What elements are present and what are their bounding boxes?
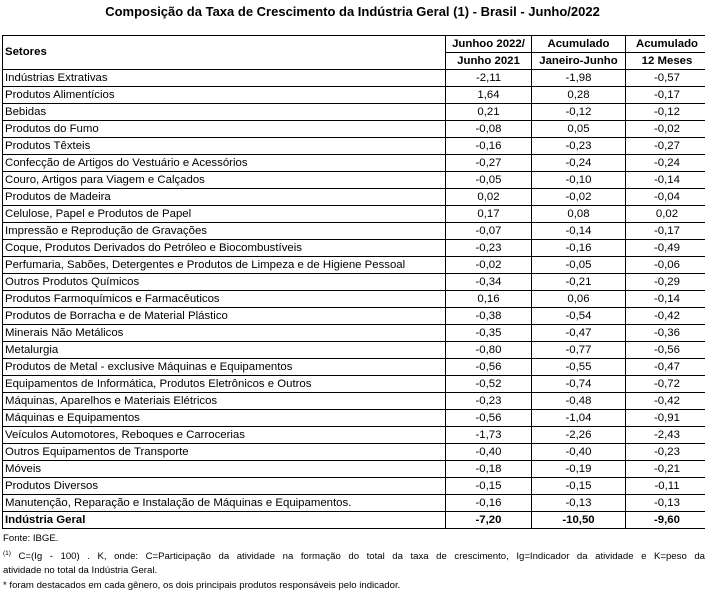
source-note: Fonte: IBGE. — [3, 532, 705, 547]
sector-cell: Veículos Automotores, Reboques e Carrocerias — [3, 427, 446, 444]
sector-cell: Produtos Têxteis — [3, 138, 446, 155]
ytd-cell: -0,77 — [532, 342, 626, 359]
sector-cell: Outros Equipamentos de Transporte — [3, 444, 446, 461]
sector-cell: Perfumaria, Sabões, Detergentes e Produtos de Limpeza e de Higiene Pessoal — [3, 257, 446, 274]
table-row — [3, 359, 705, 376]
june-yoy-cell: -0,23 — [446, 240, 532, 257]
june-yoy-cell: -0,38 — [446, 308, 532, 325]
table-title: Composição da Taxa de Crescimento da Indústria Geral (1) - Brasil - Junho/2022 — [0, 3, 705, 20]
ytd-cell: -0,74 — [532, 376, 626, 393]
ytd-cell: -1,98 — [532, 70, 626, 87]
note-1-marker: (1) — [3, 550, 11, 557]
sector-cell: Máquinas e Equipamentos — [3, 410, 446, 427]
sector-cell: Manutenção, Reparação e Instalação de Máquinas e Equipamentos. — [3, 495, 446, 512]
twelve-month-cell: -0,11 — [626, 478, 705, 495]
june-yoy-cell: -2,11 — [446, 70, 532, 87]
ytd-cell: -0,40 — [532, 444, 626, 461]
ytd-cell: -0,19 — [532, 461, 626, 478]
twelve-month-cell: -9,60 — [626, 512, 705, 529]
june-yoy-cell: -0,35 — [446, 325, 532, 342]
header-12m-line2: 12 Meses — [626, 53, 705, 70]
table-row — [3, 121, 705, 138]
ytd-cell: -0,21 — [532, 274, 626, 291]
sector-cell: Produtos do Fumo — [3, 121, 446, 138]
header-june-line1: Junhoo 2022/ — [446, 36, 532, 53]
header-12m-line1: Acumulado — [626, 36, 705, 53]
table-row — [3, 240, 705, 257]
table-row — [3, 70, 705, 87]
june-yoy-cell: -0,27 — [446, 155, 532, 172]
twelve-month-cell: -0,57 — [626, 70, 705, 87]
ytd-cell: -1,04 — [532, 410, 626, 427]
table-row — [3, 342, 705, 359]
sector-cell: Metalurgia — [3, 342, 446, 359]
ytd-cell: -2,26 — [532, 427, 626, 444]
ytd-cell: -0,55 — [532, 359, 626, 376]
ytd-cell: -0,23 — [532, 138, 626, 155]
table-row — [3, 325, 705, 342]
june-yoy-cell: -0,15 — [446, 478, 532, 495]
twelve-month-cell: -0,24 — [626, 155, 705, 172]
sector-cell: Produtos de Borracha e de Material Plástico — [3, 308, 446, 325]
twelve-month-cell: -0,91 — [626, 410, 705, 427]
sector-cell: Equipamentos de Informática, Produtos Eletrônicos e Outros — [3, 376, 446, 393]
sector-cell: Bebidas — [3, 104, 446, 121]
twelve-month-cell: -0,13 — [626, 495, 705, 512]
table-row — [3, 495, 705, 512]
ytd-cell: 0,06 — [532, 291, 626, 308]
june-yoy-cell: -0,52 — [446, 376, 532, 393]
june-yoy-cell: -0,16 — [446, 495, 532, 512]
table-row — [3, 427, 705, 444]
ytd-cell: 0,28 — [532, 87, 626, 104]
table-row — [3, 444, 705, 461]
sector-cell: Impressão e Reprodução de Gravações — [3, 223, 446, 240]
sector-cell: Produtos de Metal - exclusive Máquinas e Equipamentos — [3, 359, 446, 376]
june-yoy-cell: -0,08 — [446, 121, 532, 138]
total-row — [3, 512, 705, 529]
table-row — [3, 223, 705, 240]
table-row — [3, 257, 705, 274]
twelve-month-cell: -0,17 — [626, 223, 705, 240]
sector-cell: Minerais Não Metálicos — [3, 325, 446, 342]
sector-cell: Máquinas, Aparelhos e Materiais Elétricos — [3, 393, 446, 410]
twelve-month-cell: -0,23 — [626, 444, 705, 461]
twelve-month-cell: -0,17 — [626, 87, 705, 104]
note-1-line-1 — [3, 547, 705, 565]
ytd-cell: -10,50 — [532, 512, 626, 529]
twelve-month-cell: -0,21 — [626, 461, 705, 478]
twelve-month-cell: -0,02 — [626, 121, 705, 138]
june-yoy-cell: -0,56 — [446, 410, 532, 427]
table-row — [3, 274, 705, 291]
june-yoy-cell: 0,21 — [446, 104, 532, 121]
ytd-cell: 0,08 — [532, 206, 626, 223]
ytd-cell: -0,15 — [532, 478, 626, 495]
june-yoy-cell: 0,16 — [446, 291, 532, 308]
table-row — [3, 461, 705, 478]
twelve-month-cell: -0,14 — [626, 291, 705, 308]
twelve-month-cell: -0,04 — [626, 189, 705, 206]
ytd-cell: -0,16 — [532, 240, 626, 257]
table-row — [3, 172, 705, 189]
table-row — [3, 291, 705, 308]
june-yoy-cell: -0,05 — [446, 172, 532, 189]
table-row — [3, 104, 705, 121]
june-yoy-cell: -0,34 — [446, 274, 532, 291]
table-body — [3, 70, 705, 529]
ytd-cell: -0,47 — [532, 325, 626, 342]
june-yoy-cell: -1,73 — [446, 427, 532, 444]
table-row — [3, 410, 705, 427]
table-row — [3, 87, 705, 104]
june-yoy-cell: -0,18 — [446, 461, 532, 478]
twelve-month-cell: -2,43 — [626, 427, 705, 444]
table-row — [3, 155, 705, 172]
table-row — [3, 189, 705, 206]
twelve-month-cell: -0,29 — [626, 274, 705, 291]
twelve-month-cell: -0,27 — [626, 138, 705, 155]
note-1-line-2: atividade no total da Indústria Geral. — [3, 564, 705, 579]
june-yoy-cell: -0,80 — [446, 342, 532, 359]
table-row — [3, 308, 705, 325]
twelve-month-cell: -0,12 — [626, 104, 705, 121]
header-june-line2: Junho 2021 — [446, 53, 532, 70]
sector-cell: Produtos Alimentícios — [3, 87, 446, 104]
footnotes — [3, 532, 705, 593]
table-row — [3, 206, 705, 223]
june-yoy-cell: 1,64 — [446, 87, 532, 104]
june-yoy-cell: -0,02 — [446, 257, 532, 274]
ytd-cell: -0,12 — [532, 104, 626, 121]
ytd-cell: -0,02 — [532, 189, 626, 206]
ytd-cell: -0,14 — [532, 223, 626, 240]
twelve-month-cell: -0,42 — [626, 308, 705, 325]
note-2: * foram destacados em cada gênero, os dois principais produtos responsáveis pelo indicador. — [3, 579, 705, 593]
sector-cell: Confecção de Artigos do Vestuário e Acessórios — [3, 155, 446, 172]
header-ytd-line2: Janeiro-Junho — [532, 53, 626, 70]
sector-cell: Outros Produtos Químicos — [3, 274, 446, 291]
twelve-month-cell: -0,56 — [626, 342, 705, 359]
sector-cell: Indústrias Extrativas — [3, 70, 446, 87]
sector-cell: Móveis — [3, 461, 446, 478]
sector-cell: Coque, Produtos Derivados do Petróleo e Biocombustíveis — [3, 240, 446, 257]
ytd-cell: -0,48 — [532, 393, 626, 410]
june-yoy-cell: -0,07 — [446, 223, 532, 240]
twelve-month-cell: -0,36 — [626, 325, 705, 342]
ytd-cell: -0,54 — [532, 308, 626, 325]
june-yoy-cell: 0,02 — [446, 189, 532, 206]
june-yoy-cell: -7,20 — [446, 512, 532, 529]
twelve-month-cell: -0,06 — [626, 257, 705, 274]
ytd-cell: 0,05 — [532, 121, 626, 138]
june-yoy-cell: 0,17 — [446, 206, 532, 223]
header-ytd-line1: Acumulado — [532, 36, 626, 53]
note-1-text: C=(Ig - 100) . K, onde: C=Participação da atividade na formação do total da taxa de crescimento, Ig=Indicador da atividade e K=peso da — [19, 551, 705, 562]
table-row — [3, 138, 705, 155]
table-row — [3, 393, 705, 410]
sector-cell: Celulose, Papel e Produtos de Papel — [3, 206, 446, 223]
twelve-month-cell: -0,49 — [626, 240, 705, 257]
sector-cell: Produtos Farmoquímicos e Farmacêuticos — [3, 291, 446, 308]
table-row — [3, 376, 705, 393]
june-yoy-cell: -0,40 — [446, 444, 532, 461]
sector-cell: Produtos de Madeira — [3, 189, 446, 206]
header-sectors: Setores — [3, 36, 446, 70]
sector-cell: Couro, Artigos para Viagem e Calçados — [3, 172, 446, 189]
table-row — [3, 478, 705, 495]
growth-composition-table — [2, 35, 705, 529]
twelve-month-cell: -0,14 — [626, 172, 705, 189]
june-yoy-cell: -0,16 — [446, 138, 532, 155]
june-yoy-cell: -0,56 — [446, 359, 532, 376]
ytd-cell: -0,13 — [532, 495, 626, 512]
sector-cell: Produtos Diversos — [3, 478, 446, 495]
sector-cell: Indústria Geral — [3, 512, 446, 529]
ytd-cell: -0,10 — [532, 172, 626, 189]
twelve-month-cell: -0,47 — [626, 359, 705, 376]
ytd-cell: -0,05 — [532, 257, 626, 274]
twelve-month-cell: 0,02 — [626, 206, 705, 223]
ytd-cell: -0,24 — [532, 155, 626, 172]
june-yoy-cell: -0,23 — [446, 393, 532, 410]
twelve-month-cell: -0,72 — [626, 376, 705, 393]
twelve-month-cell: -0,42 — [626, 393, 705, 410]
